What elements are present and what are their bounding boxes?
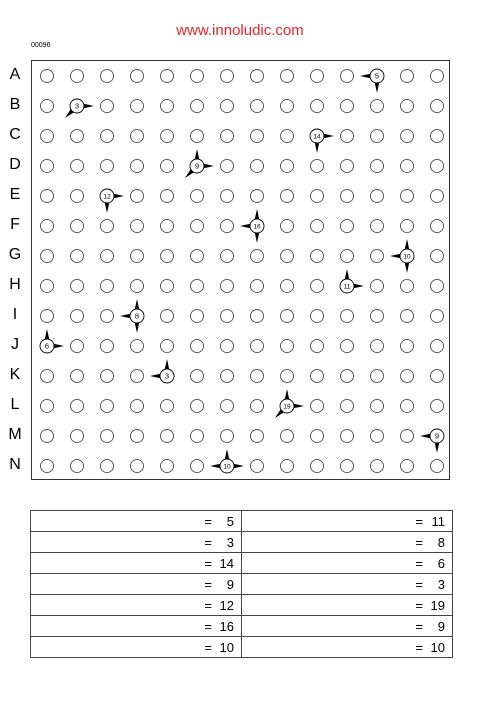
equals-sign: =: [415, 556, 423, 571]
grid-cell[interactable]: [41, 310, 54, 323]
grid-cell[interactable]: [71, 460, 84, 473]
equals-sign: =: [415, 640, 423, 655]
cell-number: 16: [253, 223, 261, 231]
grid-cell[interactable]: [41, 370, 54, 383]
grid-cell[interactable]: [401, 340, 414, 353]
grid-cell[interactable]: [371, 190, 384, 203]
grid-cell[interactable]: [131, 280, 144, 293]
grid-cell[interactable]: [371, 250, 384, 263]
answer-cell-right[interactable]: [242, 511, 453, 532]
grid-cell[interactable]: [341, 400, 354, 413]
grid-cell[interactable]: [311, 310, 324, 323]
grid-cell[interactable]: [371, 370, 384, 383]
grid-cell[interactable]: [71, 70, 84, 83]
equals-sign: =: [415, 577, 423, 592]
cell-number: 5: [374, 71, 380, 81]
equals-sign: =: [204, 556, 212, 571]
grid-cell[interactable]: [251, 100, 264, 113]
grid-cell[interactable]: [191, 280, 204, 293]
grid-cell[interactable]: [311, 250, 324, 263]
answer-row: [31, 553, 453, 574]
grid-cell[interactable]: [311, 430, 324, 443]
answer-cell-left[interactable]: [31, 553, 242, 574]
grid-cell[interactable]: [41, 160, 54, 173]
grid-cell[interactable]: [131, 460, 144, 473]
equals-sign: =: [204, 619, 212, 634]
equals-sign: =: [415, 619, 423, 634]
grid-cell[interactable]: [341, 340, 354, 353]
grid-cell[interactable]: [41, 250, 54, 263]
grid-cell[interactable]: [101, 100, 114, 113]
numbered-cell[interactable]: [120, 299, 144, 333]
grid-cell[interactable]: [281, 430, 294, 443]
grid-cell[interactable]: [71, 160, 84, 173]
grid-cell[interactable]: [341, 310, 354, 323]
grid-cell[interactable]: [131, 340, 144, 353]
grid-cell[interactable]: [311, 400, 324, 413]
answer-cell-left[interactable]: [31, 511, 242, 532]
numbered-cell[interactable]: [275, 389, 304, 418]
answer-row: [31, 595, 453, 616]
grid-cell[interactable]: [131, 190, 144, 203]
grid-cell[interactable]: [221, 280, 234, 293]
grid-cell[interactable]: [101, 430, 114, 443]
grid-cell[interactable]: [431, 250, 444, 263]
cell-number: 6: [44, 341, 50, 351]
grid-cell[interactable]: [131, 400, 144, 413]
grid-cell[interactable]: [221, 100, 234, 113]
grid-cell[interactable]: [221, 190, 234, 203]
grid-cell[interactable]: [431, 370, 444, 383]
answer-cell-left[interactable]: [31, 574, 242, 595]
row-label-f: F: [10, 216, 20, 233]
grid-cell[interactable]: [191, 190, 204, 203]
grid-cell[interactable]: [281, 70, 294, 83]
answer-cell-left[interactable]: [31, 616, 242, 637]
equals-sign: =: [204, 598, 212, 613]
grid-cell[interactable]: [71, 310, 84, 323]
row-label-j: J: [11, 336, 19, 353]
row-label-g: G: [8, 246, 22, 263]
grid-cell[interactable]: [101, 160, 114, 173]
cell-number: 12: [103, 193, 111, 201]
grid-cell[interactable]: [341, 370, 354, 383]
equals-sign: =: [415, 598, 423, 613]
grid-cell[interactable]: [101, 70, 114, 83]
grid-cell[interactable]: [431, 310, 444, 323]
site-url[interactable]: www.innoludic.com: [176, 22, 304, 39]
grid-cell[interactable]: [251, 190, 264, 203]
grid-cell[interactable]: [101, 220, 114, 233]
grid-cell[interactable]: [311, 370, 324, 383]
grid-cell[interactable]: [431, 340, 444, 353]
grid-cell[interactable]: [431, 70, 444, 83]
answer-value: 9: [437, 619, 445, 634]
numbered-cell[interactable]: [150, 359, 174, 383]
grid-cell[interactable]: [341, 70, 354, 83]
grid-cell[interactable]: [101, 370, 114, 383]
grid-cell[interactable]: [221, 220, 234, 233]
grid-cell[interactable]: [371, 280, 384, 293]
grid-cell[interactable]: [161, 250, 174, 263]
grid-cell[interactable]: [341, 100, 354, 113]
row-label-c: C: [9, 126, 21, 143]
grid-cell[interactable]: [161, 70, 174, 83]
grid-cell[interactable]: [281, 460, 294, 473]
grid-cell[interactable]: [101, 340, 114, 353]
grid-cell[interactable]: [161, 160, 174, 173]
grid-cell[interactable]: [41, 400, 54, 413]
cell-number: 14: [313, 133, 321, 141]
answer-value: 3: [226, 535, 234, 550]
grid-cell[interactable]: [401, 70, 414, 83]
grid-cell[interactable]: [251, 250, 264, 263]
grid-cell[interactable]: [41, 460, 54, 473]
grid-cell[interactable]: [431, 220, 444, 233]
cell-number: 10: [223, 463, 231, 471]
grid-cell[interactable]: [161, 310, 174, 323]
grid-cell[interactable]: [251, 70, 264, 83]
grid-cell[interactable]: [191, 400, 204, 413]
grid-cell[interactable]: [401, 400, 414, 413]
grid-cell[interactable]: [401, 460, 414, 473]
grid-cell[interactable]: [221, 430, 234, 443]
grid-cell[interactable]: [131, 100, 144, 113]
grid-cell[interactable]: [341, 250, 354, 263]
grid-cell[interactable]: [431, 160, 444, 173]
grid-cell[interactable]: [101, 400, 114, 413]
grid-cell[interactable]: [341, 130, 354, 143]
grid-cell[interactable]: [401, 310, 414, 323]
grid-cell[interactable]: [221, 340, 234, 353]
answer-row: [31, 616, 453, 637]
grid-cell[interactable]: [281, 340, 294, 353]
answer-value: 6: [437, 556, 445, 571]
grid-cell[interactable]: [71, 370, 84, 383]
grid-cell[interactable]: [281, 280, 294, 293]
row-label-k: K: [9, 366, 21, 383]
equals-sign: =: [204, 577, 212, 592]
answer-row: [31, 532, 453, 553]
grid-cell[interactable]: [311, 460, 324, 473]
grid-cell[interactable]: [341, 190, 354, 203]
grid-cell[interactable]: [101, 280, 114, 293]
grid-cell[interactable]: [281, 220, 294, 233]
grid-cell[interactable]: [431, 190, 444, 203]
grid-cell[interactable]: [161, 340, 174, 353]
grid-cell[interactable]: [161, 190, 174, 203]
answer-value: 9: [226, 577, 234, 592]
grid-cell[interactable]: [41, 280, 54, 293]
cell-number: 10: [403, 253, 411, 261]
grid-cell[interactable]: [371, 340, 384, 353]
answer-value: 19: [430, 598, 445, 613]
grid-cell[interactable]: [401, 280, 414, 293]
grid-cell[interactable]: [431, 130, 444, 143]
grid-cell[interactable]: [371, 430, 384, 443]
cell-number: 9: [194, 161, 200, 171]
grid-cell[interactable]: [281, 310, 294, 323]
puzzle-id: 00096: [31, 42, 51, 49]
cell-number: 3: [164, 371, 170, 381]
grid-cell[interactable]: [341, 430, 354, 443]
grid-cell[interactable]: [401, 190, 414, 203]
answer-cell-left[interactable]: [31, 637, 242, 658]
answer-value: 16: [219, 619, 234, 634]
grid-cell[interactable]: [131, 70, 144, 83]
grid-cell[interactable]: [191, 250, 204, 263]
cell-number: 3: [74, 101, 80, 111]
grid-cell[interactable]: [131, 220, 144, 233]
numbered-cell[interactable]: [210, 449, 244, 473]
grid-cell[interactable]: [281, 100, 294, 113]
grid-cell[interactable]: [431, 460, 444, 473]
grid-cell[interactable]: [41, 100, 54, 113]
answer-cell-right[interactable]: [242, 637, 453, 658]
grid-cell[interactable]: [341, 460, 354, 473]
grid-cell[interactable]: [311, 100, 324, 113]
grid-cell[interactable]: [371, 220, 384, 233]
answer-value: 10: [219, 640, 234, 655]
answer-row: [31, 574, 453, 595]
grid-cell[interactable]: [71, 400, 84, 413]
answer-cell-right[interactable]: [242, 532, 453, 553]
numbered-cell[interactable]: [340, 269, 364, 293]
cell-number: 9: [434, 431, 440, 441]
answer-cell-left[interactable]: [31, 532, 242, 553]
row-label-i: I: [12, 306, 18, 323]
grid-cell[interactable]: [401, 100, 414, 113]
answer-value: 8: [437, 535, 445, 550]
answer-cell-left[interactable]: [31, 595, 242, 616]
grid-cell[interactable]: [251, 340, 264, 353]
grid-cell[interactable]: [281, 190, 294, 203]
grid-cell[interactable]: [281, 160, 294, 173]
grid-cell[interactable]: [71, 250, 84, 263]
answer-value: 10: [430, 640, 445, 655]
grid-cell[interactable]: [221, 130, 234, 143]
cell-number: 11: [343, 283, 351, 291]
grid-cell[interactable]: [311, 220, 324, 233]
grid-cell[interactable]: [41, 190, 54, 203]
grid-cell[interactable]: [161, 460, 174, 473]
grid-cell[interactable]: [311, 70, 324, 83]
answer-cell-right[interactable]: [242, 574, 453, 595]
grid-cell[interactable]: [221, 250, 234, 263]
grid-cell[interactable]: [71, 280, 84, 293]
grid-cell[interactable]: [101, 310, 114, 323]
grid-canvas: [31, 60, 450, 480]
numbered-cell[interactable]: [390, 239, 414, 273]
numbered-cell[interactable]: [185, 149, 214, 178]
grid-cell[interactable]: [131, 430, 144, 443]
grid-cell[interactable]: [191, 460, 204, 473]
grid-cell[interactable]: [161, 220, 174, 233]
numbered-cell[interactable]: [420, 429, 444, 453]
numbered-cell[interactable]: [65, 99, 94, 118]
row-label-h: H: [9, 276, 21, 293]
grid-cell[interactable]: [371, 460, 384, 473]
answer-row: [31, 511, 453, 532]
row-label-n: N: [9, 456, 21, 473]
grid-cell[interactable]: [401, 130, 414, 143]
grid-cell[interactable]: [191, 340, 204, 353]
grid-cell[interactable]: [221, 400, 234, 413]
grid-cell[interactable]: [401, 220, 414, 233]
answer-value: 14: [219, 556, 234, 571]
numbered-cell[interactable]: [360, 69, 384, 93]
grid-cell[interactable]: [101, 460, 114, 473]
grid-cell[interactable]: [161, 100, 174, 113]
grid-cell[interactable]: [191, 310, 204, 323]
grid-cell[interactable]: [281, 250, 294, 263]
grid-cell[interactable]: [341, 220, 354, 233]
numbered-cell[interactable]: [240, 209, 264, 243]
answer-table: [30, 510, 453, 658]
grid-cell[interactable]: [41, 220, 54, 233]
answer-cell-right[interactable]: [242, 616, 453, 637]
grid-cell[interactable]: [71, 430, 84, 443]
row-label-l: L: [10, 396, 20, 413]
grid-cell[interactable]: [221, 160, 234, 173]
grid-cell[interactable]: [131, 160, 144, 173]
equals-sign: =: [204, 640, 212, 655]
puzzle-grid: [31, 60, 450, 480]
grid-cell[interactable]: [191, 70, 204, 83]
grid-cell[interactable]: [161, 430, 174, 443]
grid-cell[interactable]: [281, 370, 294, 383]
grid-cell[interactable]: [71, 340, 84, 353]
grid-cell[interactable]: [431, 280, 444, 293]
grid-cell[interactable]: [311, 280, 324, 293]
grid-cell[interactable]: [341, 160, 354, 173]
grid-cell[interactable]: [401, 370, 414, 383]
numbered-cell[interactable]: [40, 329, 64, 353]
grid-cell[interactable]: [371, 100, 384, 113]
grid-cell[interactable]: [371, 310, 384, 323]
grid-cell[interactable]: [371, 160, 384, 173]
grid-cell[interactable]: [131, 130, 144, 143]
grid-cell[interactable]: [41, 70, 54, 83]
grid-cell[interactable]: [101, 130, 114, 143]
grid-cell[interactable]: [401, 160, 414, 173]
grid-cell[interactable]: [221, 370, 234, 383]
grid-cell[interactable]: [251, 280, 264, 293]
grid-cell[interactable]: [431, 100, 444, 113]
grid-cell[interactable]: [191, 130, 204, 143]
numbered-cell[interactable]: [100, 189, 124, 213]
grid-cell[interactable]: [161, 280, 174, 293]
cell-number: 8: [134, 311, 140, 321]
grid-cell[interactable]: [311, 340, 324, 353]
grid-cell[interactable]: [371, 130, 384, 143]
grid-cell[interactable]: [71, 190, 84, 203]
answer-value: 5: [226, 514, 234, 529]
row-label-a: A: [9, 66, 21, 83]
equals-sign: =: [204, 514, 212, 529]
grid-cell[interactable]: [101, 250, 114, 263]
grid-cell[interactable]: [251, 370, 264, 383]
grid-cell[interactable]: [161, 130, 174, 143]
grid-cell[interactable]: [191, 430, 204, 443]
equals-sign: =: [204, 535, 212, 550]
answer-cell-right[interactable]: [242, 595, 453, 616]
answer-row: [31, 637, 453, 658]
grid-cell[interactable]: [191, 220, 204, 233]
answer-value: 11: [431, 514, 445, 529]
grid-cell[interactable]: [311, 160, 324, 173]
grid-cell[interactable]: [41, 430, 54, 443]
grid-cell[interactable]: [191, 370, 204, 383]
grid-cell[interactable]: [311, 190, 324, 203]
grid-cell[interactable]: [131, 370, 144, 383]
answer-cell-right[interactable]: [242, 553, 453, 574]
equals-sign: =: [415, 535, 423, 550]
grid-cell[interactable]: [41, 130, 54, 143]
row-label-e: E: [9, 186, 21, 203]
row-label-b: B: [9, 96, 21, 113]
grid-cell[interactable]: [281, 130, 294, 143]
answer-value: 3: [437, 577, 445, 592]
grid-cell[interactable]: [71, 220, 84, 233]
grid-cell[interactable]: [401, 430, 414, 443]
grid-cell[interactable]: [251, 460, 264, 473]
cell-number: 19: [283, 403, 291, 411]
grid-cell[interactable]: [251, 400, 264, 413]
grid-cell[interactable]: [251, 160, 264, 173]
row-label-d: D: [9, 156, 21, 173]
grid-cell[interactable]: [221, 70, 234, 83]
row-label-m: M: [8, 426, 22, 443]
grid-cell[interactable]: [191, 100, 204, 113]
grid-cell[interactable]: [251, 310, 264, 323]
grid-cell[interactable]: [431, 400, 444, 413]
grid-cell[interactable]: [221, 310, 234, 323]
numbered-cell[interactable]: [310, 129, 334, 153]
grid-cell[interactable]: [131, 250, 144, 263]
grid-cell[interactable]: [71, 130, 84, 143]
grid-cell[interactable]: [371, 400, 384, 413]
grid-cell[interactable]: [161, 400, 174, 413]
answer-value: 12: [219, 598, 234, 613]
grid-cell[interactable]: [251, 130, 264, 143]
grid-cell[interactable]: [251, 430, 264, 443]
equals-sign: =: [415, 514, 423, 529]
